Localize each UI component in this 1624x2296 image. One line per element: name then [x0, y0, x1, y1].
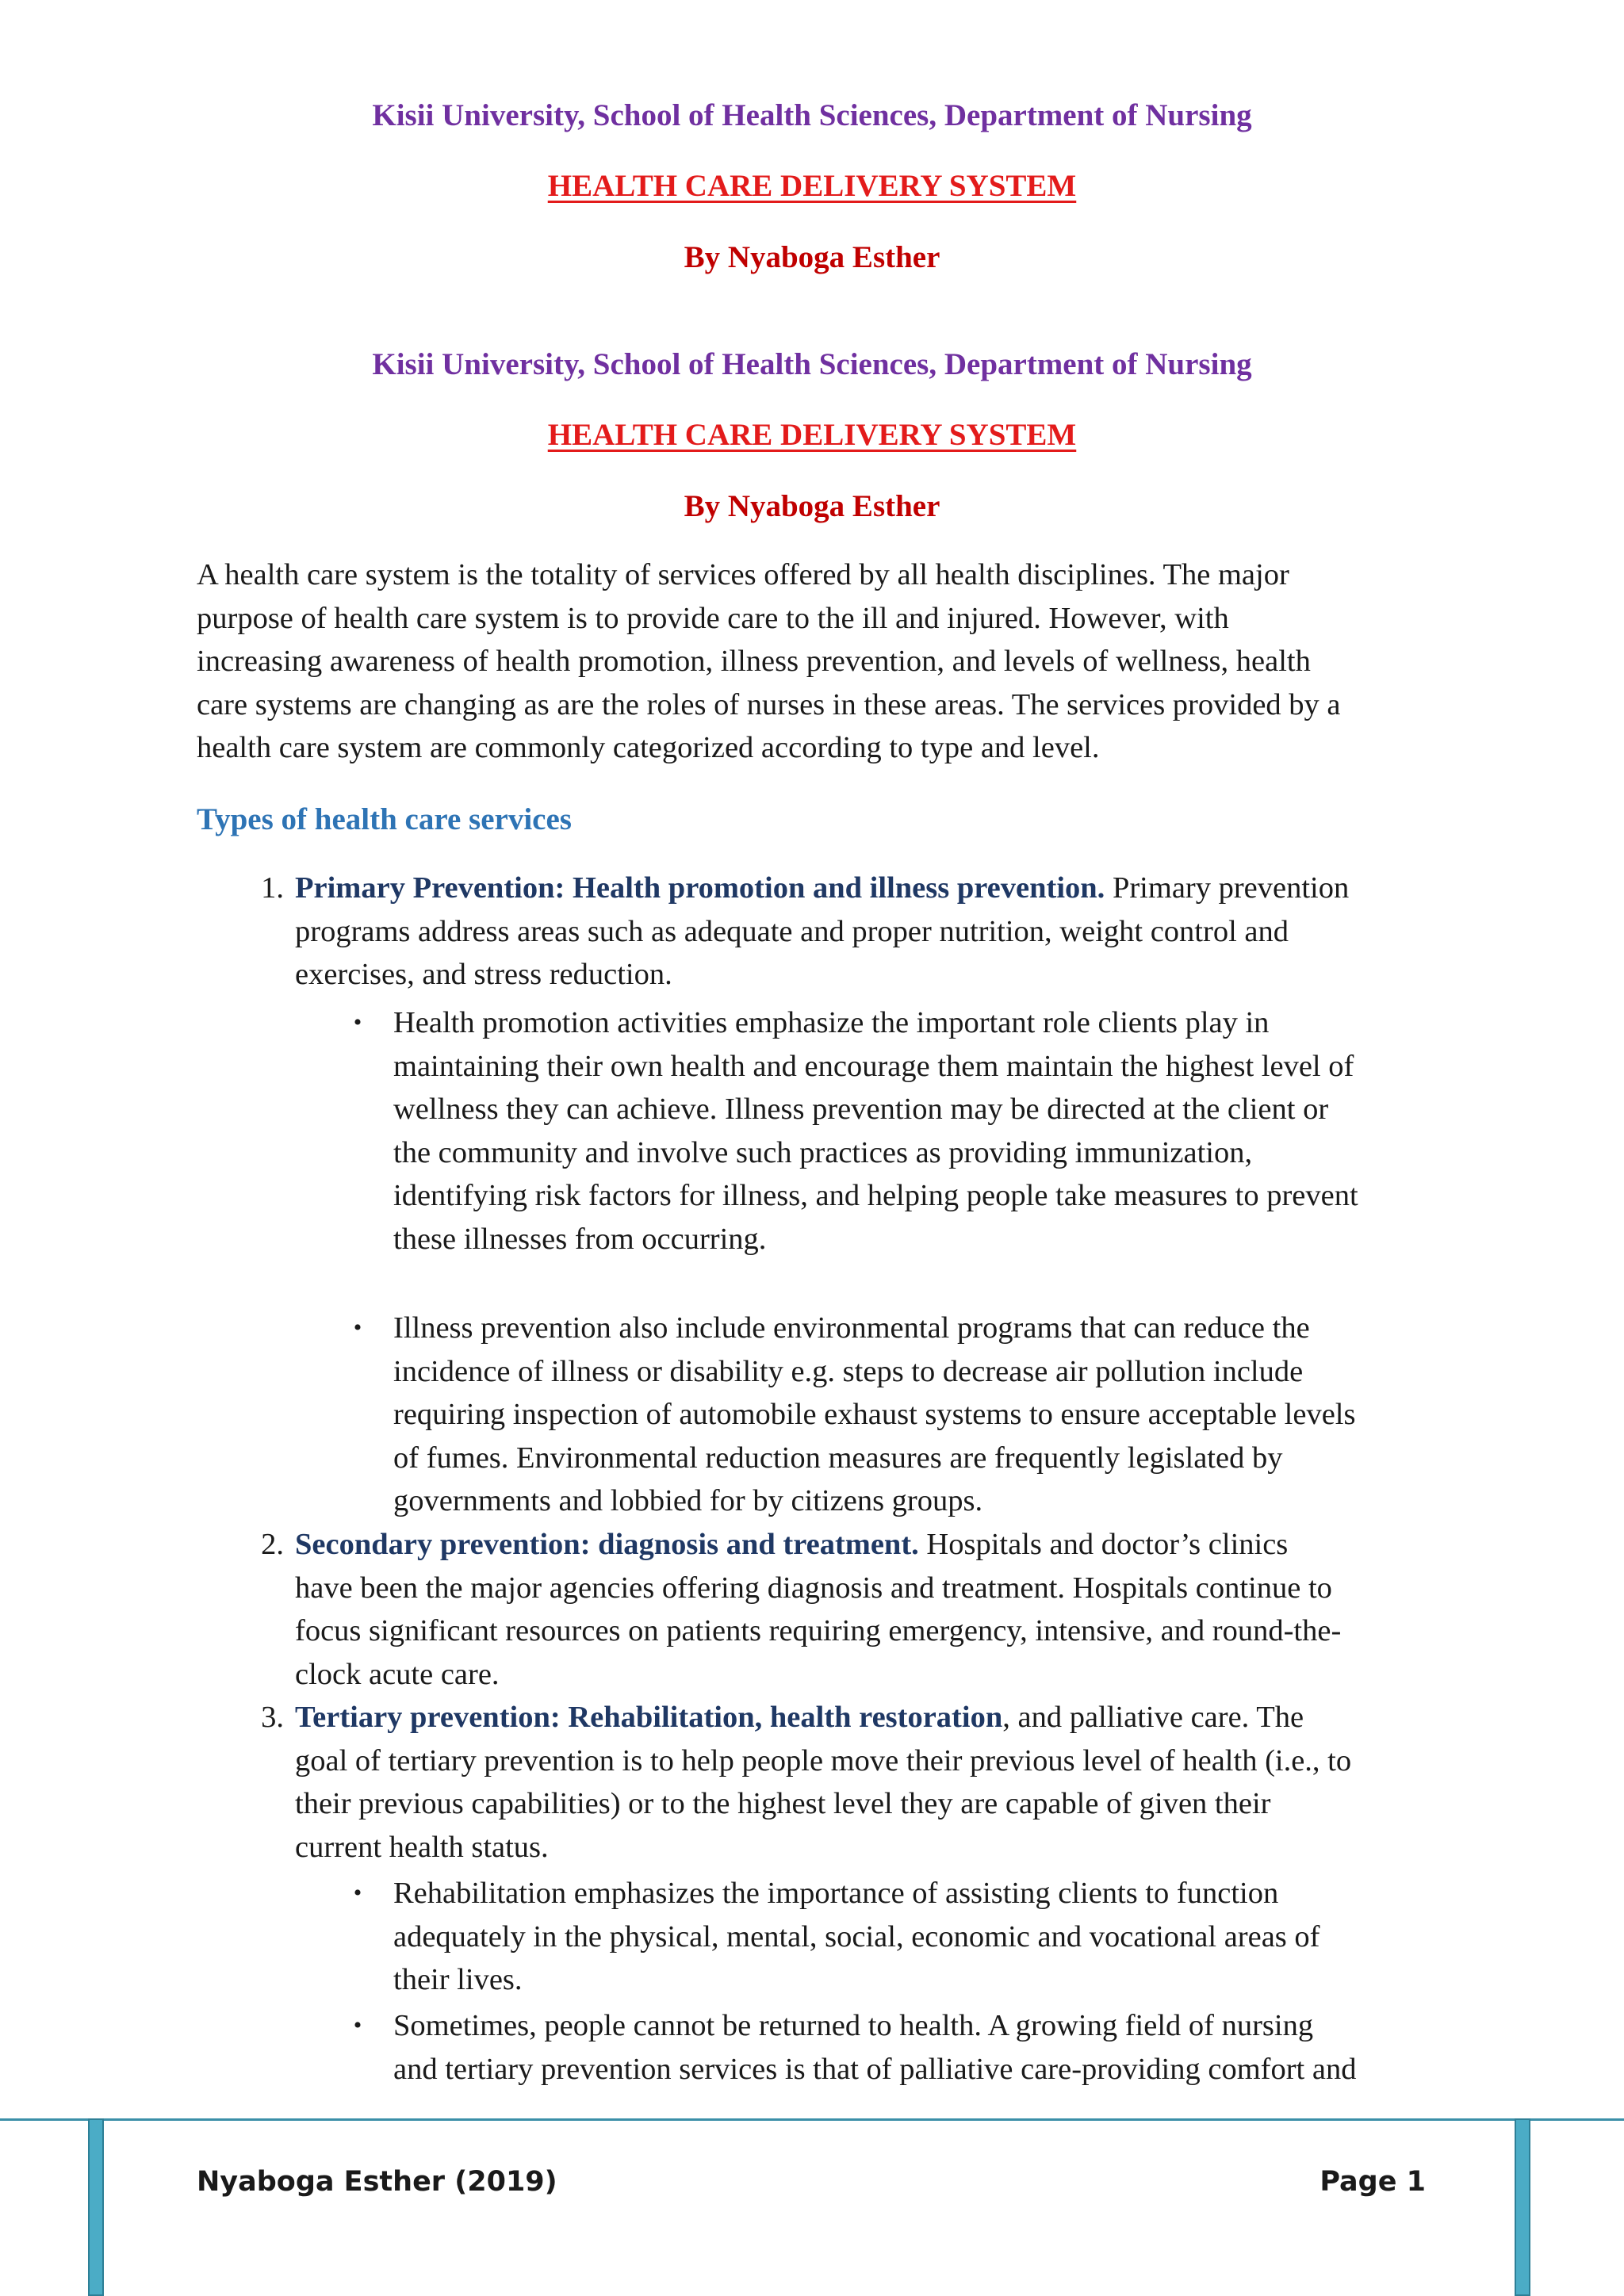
item-line: clock acute care.: [295, 1657, 500, 1691]
item-text: Primary prevention: [1105, 871, 1350, 905]
bullet-item: [353, 1872, 1437, 2002]
item-lead: Tertiary prevention: Rehabilitation, health restoration: [295, 1701, 1003, 1734]
university-header-1: Kisii University, School of Health Sciences, Department of Nursing: [372, 98, 1252, 132]
numbered-item-3: [261, 1696, 1437, 1869]
item-line: goal of tertiary prevention is to help people move their previous level of health (i.e., to: [295, 1743, 1352, 1777]
item-line: focus significant resources on patients requiring emergency, intensive, and round-the-: [295, 1614, 1342, 1648]
bullet-item: [353, 1307, 1437, 1523]
bullet-item: [353, 2004, 1437, 2091]
footer-accent-bar-left: [88, 2118, 104, 2296]
bullet-icon: •: [353, 1314, 362, 1341]
item-line: current health status.: [295, 1830, 549, 1864]
intro-line: care systems are changing as are the roles of nurses in these areas. The services provided by a: [197, 687, 1341, 721]
author-line-1: By Nyaboga Esther: [684, 240, 940, 274]
numbered-item-1: [261, 867, 1437, 997]
footer-accent-bar-right: [1515, 2118, 1530, 2296]
bullet-icon: •: [353, 2012, 362, 2038]
university-header-2: Kisii University, School of Health Sciences, Department of Nursing: [372, 347, 1252, 381]
list-number: 1.: [261, 871, 284, 905]
numbered-item-2: [261, 1523, 1437, 1696]
item-text: Hospitals and doctor’s clinics: [918, 1528, 1289, 1561]
bullet-line: requiring inspection of automobile exhaust systems to ensure acceptable levels: [393, 1398, 1356, 1432]
author-line-2: By Nyaboga Esther: [684, 489, 940, 523]
bullet-icon: •: [353, 1880, 362, 1906]
document-title-1-wrap: [0, 167, 1624, 205]
bullet-line: these illnesses from occurring.: [393, 1222, 767, 1256]
section-heading: Types of health care services: [197, 802, 572, 836]
item-lead: Secondary prevention: diagnosis and treatment.: [295, 1528, 919, 1561]
bullet-line: Rehabilitation emphasizes the importance of assisting clients to function: [393, 1877, 1279, 1910]
bullet-line: identifying risk factors for illness, and helping people take measures to prevent: [393, 1179, 1358, 1213]
intro-paragraph: [197, 553, 1434, 770]
bullet-item: [353, 1001, 1437, 1261]
intro-line: health care system are commonly categorized according to type and level.: [197, 731, 1100, 765]
footer-divider: [0, 2118, 1624, 2121]
item-line: have been the major agencies offering diagnosis and treatment. Hospitals continue to: [295, 1571, 1332, 1605]
bullet-line: Sometimes, people cannot be returned to health. A growing field of nursing: [393, 2009, 1314, 2042]
bullet-line: maintaining their own health and encourage them maintain the highest level of: [393, 1049, 1354, 1083]
intro-line: purpose of health care system is to provide care to the ill and injured. However, with: [197, 601, 1229, 635]
bullet-line: Illness prevention also include environmental programs that can reduce the: [393, 1311, 1310, 1345]
item-line: their previous capabilities) or to the highest level they are capable of given their: [295, 1787, 1271, 1821]
item-line: programs address areas such as adequate and proper nutrition, weight control and: [295, 914, 1289, 948]
bullet-line: and tertiary prevention services is that of palliative care-providing comfort and: [393, 2052, 1357, 2086]
bullet-line: adequately in the physical, mental, social, economic and vocational areas of: [393, 1919, 1320, 1954]
item-text: , and palliative care. The: [1002, 1701, 1304, 1734]
list-number: 2.: [261, 1528, 284, 1561]
document-title-2: HEALTH CARE DELIVERY SYSTEM: [547, 418, 1077, 452]
intro-line: A health care system is the totality of services offered by all health disciplines. The major: [197, 558, 1289, 591]
item-lead: Primary Prevention: Health promotion and illness prevention.: [295, 871, 1105, 905]
intro-line: increasing awareness of health promotion, illness prevention, and levels of wellness, health: [197, 645, 1311, 679]
bullet-line: their lives.: [393, 1963, 523, 1997]
bullet-icon: •: [353, 1009, 362, 1035]
footer-page-number: Page 1: [1320, 2166, 1426, 2198]
bullet-line: wellness they can achieve. Illness prevention may be directed at the client or: [393, 1093, 1329, 1127]
document-title-1: HEALTH CARE DELIVERY SYSTEM: [547, 169, 1077, 203]
bullet-line: the community and involve such practices as providing immunization,: [393, 1135, 1253, 1169]
bullet-line: of fumes. Environmental reduction measures are frequently legislated by: [393, 1441, 1283, 1475]
bullet-line: incidence of illness or disability e.g. steps to decrease air pollution include: [393, 1354, 1304, 1388]
footer-author: Nyaboga Esther (2019): [197, 2166, 557, 2198]
bullet-line: governments and lobbied for by citizens groups.: [393, 1484, 983, 1518]
item-line: exercises, and stress reduction.: [295, 958, 672, 992]
list-number: 3.: [261, 1701, 284, 1734]
document-title-2-wrap: [0, 416, 1624, 454]
bullet-line: Health promotion activities emphasize the important role clients play in: [393, 1006, 1270, 1039]
